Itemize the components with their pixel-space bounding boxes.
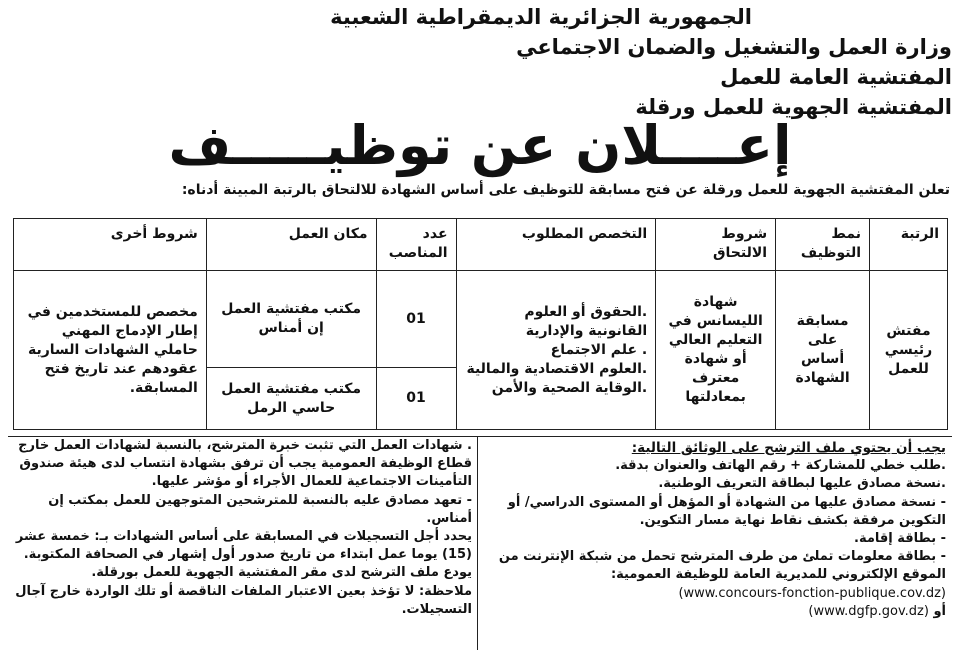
list-item: . شهادات العمل التي تثبت خبرة المترشح، بالنسبة لشهادات العمل خارج قطاع الوظيفة العمومية يجب أن ترفق بشهادة انتساب لدى هيئة صندوق التأمينات الاجتماعية للعمال الأجراء أو مؤشر عليها. (18, 438, 472, 490)
header-rank: الرتبة (870, 219, 948, 271)
cell-place: مكتب مفتشية العمل إن أمناس (206, 271, 376, 368)
or-label: أو (933, 603, 946, 619)
cell-place: مكتب مفتشية العمل حاسي الرمل (206, 368, 376, 430)
list-item: - بطاقة معلومات تملئ من طرف المترشح تحمل من شبكة الإنترنت من الموقع الإلكتروني للمديرية العامة للوظيفة العمومية: (498, 549, 946, 583)
specialty-item: .الحقوق أو العلوم القانونية والإدارية (524, 303, 648, 339)
list-item: - تعهد مصادق عليه بالنسبة للمترشحين المتوجهين للعمل بمكتب إن أمناس. (48, 492, 472, 526)
documents-section (477, 436, 952, 650)
list-item: ملاحظة: لا تؤخذ بعين الاعتبار الملفات الناقصة أو تلك الواردة خارج آجال التسجيلات. (15, 583, 472, 617)
header-republic: الجمهورية الجزائرية الديمقراطية الشعبية (330, 5, 752, 29)
page-title: إعــــلان عن توظيـــــف (168, 114, 792, 177)
header-ministry: وزارة العمل والتشغيل والضمان الاجتماعي (516, 35, 952, 59)
header-other: شروط أخرى (14, 219, 207, 271)
specialty-item: .العلوم الاقتصادية والمالية (466, 360, 648, 377)
header-count: عدد المناصب (376, 219, 456, 271)
intro-text: تعلن المفتشية الجهوية للعمل ورقلة عن فتح مسابقة للتوظيف على أساس الشهادة للالتحاق بالرتبة المبينة أدناه: (181, 182, 950, 198)
url-line-2 (484, 603, 946, 621)
header-specialty: التخصص المطلوب (456, 219, 656, 271)
cell-rank: مفتش رئيسي للعمل (870, 271, 948, 430)
cell-mode: مسابقة على أساس الشهادة (776, 271, 870, 430)
cell-conditions: شهادة الليسانس في التعليم العالي أو شهادة معترف بمعادلتها (656, 271, 776, 430)
jobs-table (13, 218, 948, 430)
header-block (252, 2, 952, 122)
list-item: - نسخة مصادق عليها من الشهادة أو المؤهل أو المستوى الدراسي/ أو التكوين مرفقة بكشف نقاط نهاية مسار التكوين. (507, 494, 946, 528)
list-item: .طلب خطي للمشاركة + رقم الهاتف والعنوان بدقة. (615, 458, 946, 474)
url-line-1 (484, 585, 946, 603)
specialty-item: .الوقاية الصحية والأمن (491, 379, 648, 396)
notes-section (8, 436, 478, 650)
url-link-1[interactable]: (www.concours-fonction-publique.cov.dz) (678, 585, 946, 601)
header-place: مكان العمل (206, 219, 376, 271)
specialty-item: . علم الاجتماع (550, 341, 648, 358)
cell-count: 01 (376, 368, 456, 430)
cell-count: 01 (376, 271, 456, 368)
documents-title: يجب أن يحتوي ملف الترشح على الوثائق التالية: (631, 440, 946, 456)
url-link-2[interactable]: (www.dgfp.gov.dz) (808, 603, 929, 619)
table-row (14, 271, 948, 368)
header-regional-inspection: المفتشية الجهوية للعمل ورقلة (635, 95, 952, 119)
list-item: .نسخة مصادق عليها لبطاقة التعريف الوطنية. (658, 476, 946, 492)
header-mode: نمط التوظيف (776, 219, 870, 271)
list-item: يودع ملف الترشح لدى مقر المفتشية الجهوية للعمل بورقلة. (91, 565, 472, 581)
header-general-inspection: المفتشية العامة للعمل (720, 65, 952, 89)
list-item: - بطاقة إقامة. (854, 531, 946, 547)
table-header-row (14, 219, 948, 271)
list-item: يحدد أجل التسجيلات في المسابقة على أساس الشهادات بـ: خمسة عشر (15) يوما عمل ابتداء من تاريخ صدور أول إشهار في الصحافة المكتوبة. (15, 529, 472, 563)
header-conditions: شروط الالتحاق (656, 219, 776, 271)
cell-other: مخصص للمستخدمين في إطار الإدماج المهني حاملي الشهادات السارية عقودهم عند تاريخ فتح المسابقة. (14, 271, 207, 430)
cell-specialties (456, 271, 656, 430)
